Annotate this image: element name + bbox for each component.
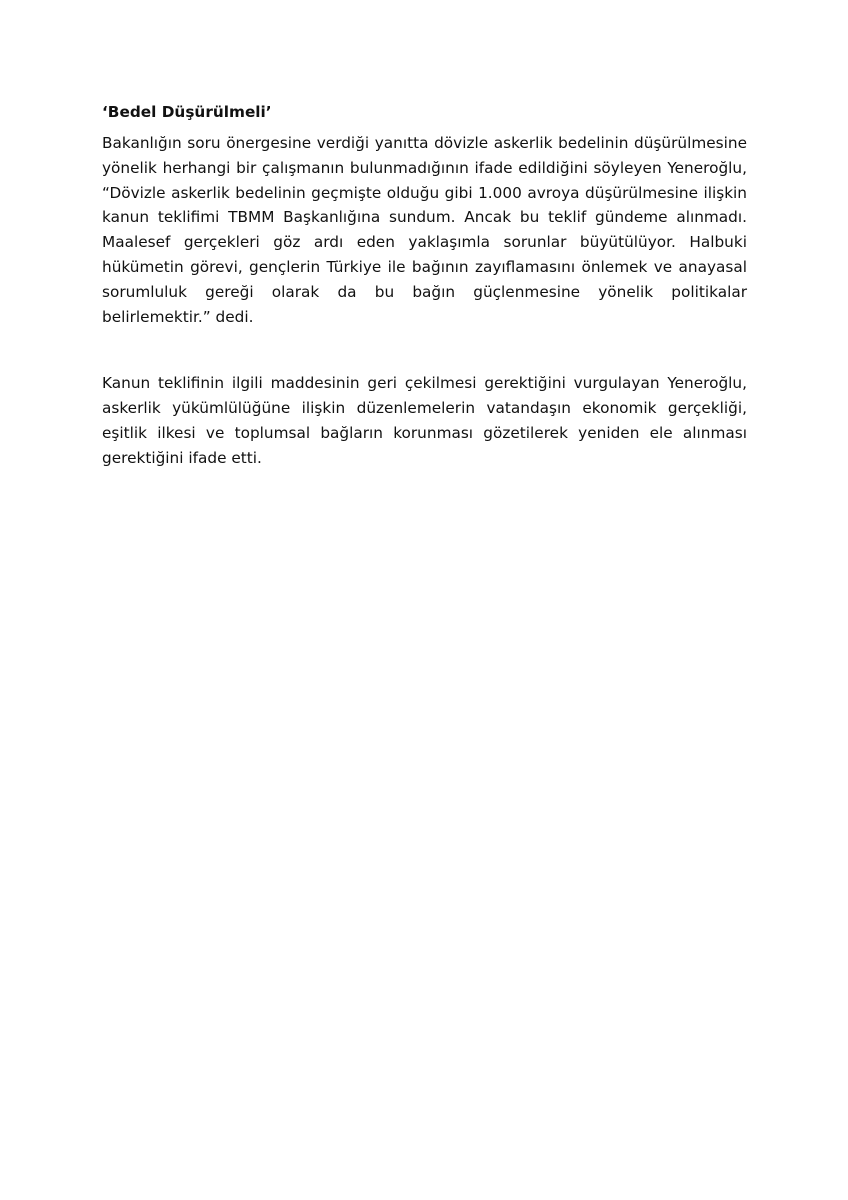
paragraph-2: Kanun teklifinin ilgili maddesinin geri çekilmesi gerektiğini vurgulayan Yeneroğlu, askerlik yükümlülüğüne ilişkin düzenlemelerin vatandaşın ekonomik gerçekliği, eşitlik ilkesi ve toplumsal bağların korunması gözetilerek yeniden ele alınması gerektiğini ifade etti. bbox=[102, 374, 747, 467]
section-heading: ‘Bedel Düşürülmeli’ bbox=[102, 103, 272, 121]
document-body bbox=[102, 100, 747, 471]
paragraph-1: Bakanlığın soru önergesine verdiği yanıtta dövizle askerlik bedelinin düşürülmesine yönelik herhangi bir çalışmanın bulunmadığının ifade edildiğini söyleyen Yeneroğlu, “Dövizle askerlik bedelinin geçmişte olduğu gibi 1.000 avroya düşürülmesine ilişkin kanun teklifimi TBMM Başkanlığına sundum. Ancak bu teklif gündeme alınmadı. Maalesef gerçekleri göz ardı eden yaklaşımla sorunlar büyütülüyor. Halbuki hükümetin görevi, gençlerin Türkiye ile bağının zayıflamasını önlemek ve anayasal sorumluluk gereği olarak da bu bağın güçlenmesine yönelik politikalar belirlemektir.” dedi. bbox=[102, 134, 747, 326]
